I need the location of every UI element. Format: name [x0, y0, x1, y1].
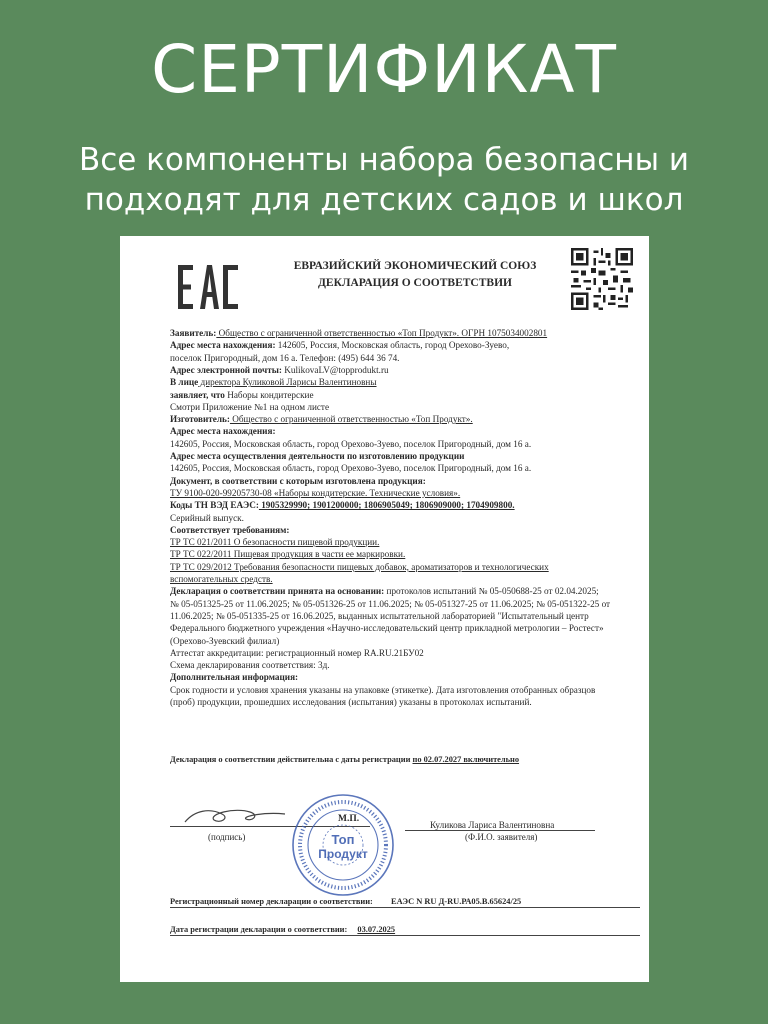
body-line: Адрес места осуществления деятельности по изготовлению продукции — [170, 451, 465, 461]
company-stamp — [290, 792, 396, 898]
banner-subtitle-line1: Все компоненты набора безопасны и — [78, 142, 690, 178]
body-line: Документ, в соответствии с которым изготовлена продукция: — [170, 475, 426, 486]
body-line: поселок Пригородный, дом 16 а. Телефон: (495) 644 36 74. — [170, 352, 400, 363]
reg-number-underline — [170, 907, 640, 908]
reg-number-value: ЕАЭС N RU Д-RU.РА05.В.65624/25 — [391, 897, 522, 906]
signature-caption: (подпись) — [208, 832, 246, 842]
body-line: Срок годности и условия хранения указаны на упаковке (этикетке). Дата изготовления отобранных образцов — [170, 684, 596, 695]
body-line: Соответствует требованиям: — [170, 524, 290, 535]
validity-label: Декларация о соответствии действительна с даты регистрации — [170, 755, 411, 764]
body-line: 142605, Россия, Московская область, город Орехово-Зуево, поселок Пригородный, дом 16 а. — [170, 438, 532, 449]
reg-date-underline — [170, 935, 640, 936]
body-line: Адрес места нахождения: — [170, 426, 276, 437]
signer-caption: (Ф.И.О. заявителя) — [465, 832, 538, 842]
body-line: В лице директора Куликовой Ларисы Валентиновны — [170, 377, 377, 388]
mp-label: М.П. — [338, 814, 360, 824]
body-line: 11.06.2025; № 05-051335-25 от 16.06.2025, выданных испытательной лабораторией "Испытательный центр — [170, 610, 589, 621]
body-line: вспомогательных средств. — [170, 574, 273, 584]
validity-value: по 02.07.2027 включительно — [412, 755, 520, 764]
eac-logo — [176, 263, 240, 311]
reg-date-value: 03.07.2025 — [357, 925, 396, 934]
signer-name: Куликова Лариса Валентиновна — [430, 820, 555, 830]
validity-line — [170, 754, 519, 765]
body-line: Адрес электронной почты: KulikovaLV@topprodukt.ru — [170, 364, 389, 375]
body-line: Дополнительная информация: — [170, 672, 299, 683]
body-line: ТР ТС 022/2011 Пищевая продукция в части ее маркировки. — [170, 549, 406, 560]
body-line: Адрес места нахождения: 142605, Россия, Московская область, город Орехово-Зуево, — [170, 340, 510, 351]
signature-image — [180, 802, 290, 832]
body-line: 142605, Россия, Московская область, город Орехово-Зуево, поселок Пригородный, дом 16 а. — [170, 463, 532, 474]
certificate-document — [120, 236, 649, 982]
stamp-text-top: Топ — [331, 832, 355, 847]
reg-number-label: Регистрационный номер декларации о соответствии: — [170, 897, 373, 906]
body-line: Аттестат аккредитации: регистрационный номер RA.RU.21БУ02 — [170, 647, 424, 658]
body-line: Коды ТН ВЭД ЕАЭС: 1905329990; 1901200000; 1806905049; 1806909000; 1704909800. — [170, 500, 515, 511]
body-line: ТУ 9100-020-99205730-08 «Наборы кондитерские. Технические условия». — [170, 487, 461, 498]
body-line: заявляет, что Наборы кондитерские — [170, 389, 314, 400]
reg-number-line — [170, 896, 521, 907]
body-line: ТР ТС 029/2012 Требования безопасности пищевых добавок, ароматизаторов и технологических — [170, 561, 549, 572]
body-line: (проб) продукции, прошедших исследования (испытания) указаны в протоколах испытаний. — [170, 697, 532, 707]
body-line: (Орехово-Зуевский филиал) — [170, 635, 280, 646]
body-line: Декларация о соответствии принята на основании: протоколов испытаний № 05-050688-25 от 02.04.2025; — [170, 586, 599, 597]
header-union: ЕВРАЗИЙСКИЙ ЭКОНОМИЧЕСКИЙ СОЮЗ — [293, 260, 537, 272]
body-line: Изготовитель: Общество с ограниченной ответственностью «Топ Продукт». — [170, 414, 473, 425]
header-declaration: ДЕКЛАРАЦИЯ О СООТВЕТСТВИИ — [318, 277, 512, 289]
body-line: Серийный выпуск. — [170, 512, 244, 523]
stamp-text-bottom: Продукт — [318, 847, 368, 861]
body-line: Схема декларирования соответствия: 3д. — [170, 660, 330, 671]
signer-line — [405, 830, 595, 831]
body-line: Смотри Приложение №1 на одном листе — [170, 401, 330, 412]
banner-subtitle-line2: подходят для детских садов и школ — [84, 182, 684, 218]
body-line: Федерального бюджетного учреждения «Научно-исследовательский центр прикладной метрологии – Ростест» — [170, 623, 604, 634]
body-line: ТР ТС 021/2011 О безопасности пищевой продукции. — [170, 537, 380, 548]
banner-title: СЕРТИФИКАТ — [151, 31, 617, 108]
document-header — [252, 258, 578, 292]
body-line: № 05-051325-25 от 11.06.2025; № 05-051326-25 от 11.06.2025; № 05-051327-25 от 11.06.2025; № 05-051322-25 от — [170, 598, 611, 609]
qr-code-icon — [571, 248, 633, 310]
reg-date-line — [170, 924, 395, 935]
body-line: Заявитель: Общество с ограниченной ответственностью «Топ Продукт». ОГРН 1075034002801 — [170, 328, 548, 338]
reg-date-label: Дата регистрации декларации о соответствии: — [170, 925, 348, 934]
